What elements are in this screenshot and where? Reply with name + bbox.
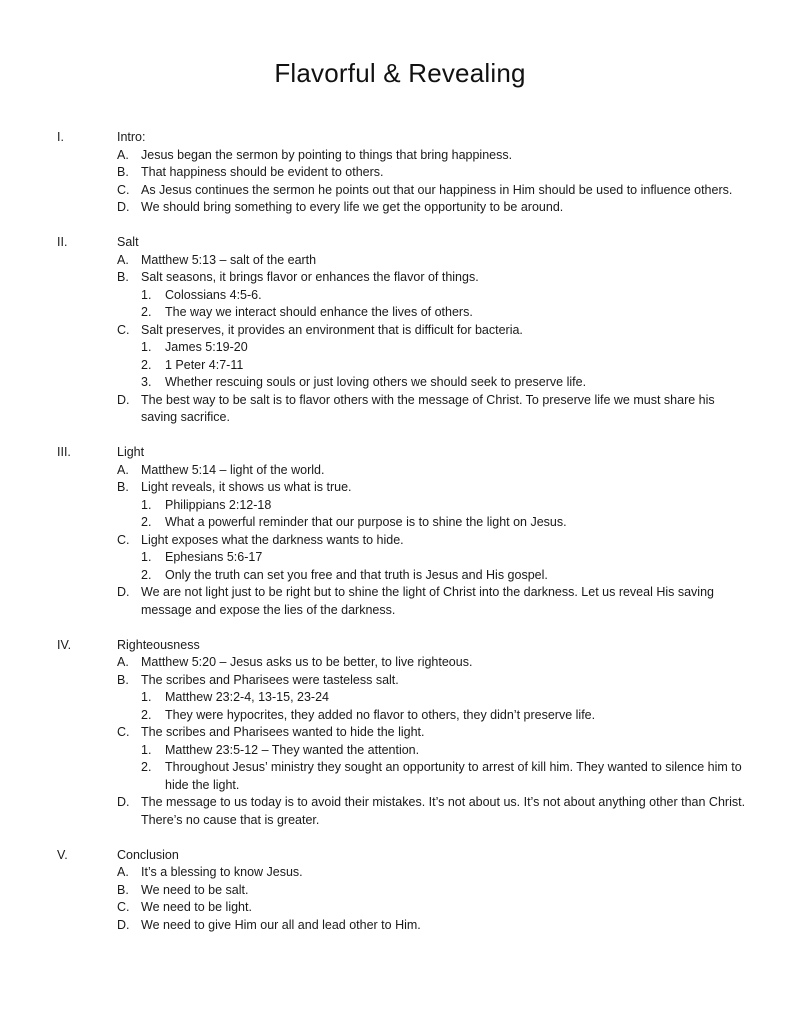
- section-numeral: I.: [57, 130, 64, 144]
- outline-subitem: [141, 357, 751, 375]
- item-text: We need to be light.: [141, 900, 252, 914]
- item-text: The best way to be salt is to flavor others with the message of Christ. To preserve life we must share his saving sacrifice.: [141, 392, 715, 424]
- subitem-number: 1.: [141, 550, 152, 564]
- outline-item: [117, 672, 751, 690]
- subitem-number: 2.: [141, 515, 152, 529]
- section-numeral: II.: [57, 235, 68, 249]
- outline-section: [0, 444, 800, 619]
- outline-subitem: [141, 514, 751, 532]
- outline-item: [117, 164, 751, 182]
- subitem-number: 2.: [141, 760, 152, 774]
- item-letter: C.: [117, 182, 130, 197]
- subitem-number: 2.: [141, 305, 152, 319]
- item-letter: B.: [117, 480, 129, 494]
- subitem-number: 1.: [141, 287, 152, 302]
- item-text: The message to us today is to avoid their mistakes. It’s not about us. It’s not about anything other than Christ. There’s no cause that is greater.: [141, 795, 746, 827]
- subitem-number: 1.: [141, 497, 152, 512]
- item-text: We should bring something to every life we get the opportunity to be around.: [141, 200, 564, 214]
- outline-subitem: [141, 707, 751, 725]
- subitem-text: Matthew 23:2-4, 13-15, 23-24: [165, 690, 329, 704]
- outline-subitem: [141, 567, 751, 585]
- item-letter: D.: [117, 917, 130, 932]
- item-text: Salt preserves, it provides an environment that is difficult for bacteria.: [141, 322, 523, 337]
- item-text: Jesus began the sermon by pointing to things that bring happiness.: [141, 147, 513, 162]
- section-heading: Salt: [117, 235, 139, 249]
- outline-item: [117, 794, 751, 829]
- outline-item: [117, 252, 751, 270]
- outline-item: [117, 917, 751, 935]
- item-text: As Jesus continues the sermon he points out that our happiness in Him should be used to influence others.: [141, 182, 733, 197]
- item-letter: A.: [117, 655, 129, 669]
- outline-item: [117, 899, 751, 917]
- subitem-text: Matthew 23:5-12 – They wanted the attention.: [165, 742, 420, 757]
- subitem-number: 3.: [141, 375, 152, 389]
- item-letter: D.: [117, 795, 130, 809]
- outline-item: [117, 182, 751, 200]
- item-text: We are not light just to be right but to shine the light of Christ into the darkness. Let us reveal His saving message and expose the lies of the darkness.: [141, 585, 714, 617]
- subitem-number: 2.: [141, 567, 152, 582]
- subitem-text: They were hypocrites, they added no flavor to others, they didn’t preserve life.: [165, 707, 596, 722]
- section-numeral: III.: [57, 445, 71, 459]
- subitem-text: Whether rescuing souls or just loving others we should seek to preserve life.: [165, 375, 587, 389]
- section-heading: Intro:: [117, 130, 146, 144]
- outline-item: [117, 392, 751, 427]
- item-text: Matthew 5:13 – salt of the earth: [141, 252, 317, 267]
- outline-item: [117, 654, 751, 672]
- item-text: Salt seasons, it brings flavor or enhances the flavor of things.: [141, 270, 479, 284]
- item-text: We need to give Him our all and lead other to Him.: [141, 917, 421, 932]
- item-letter: A.: [117, 252, 129, 267]
- subitem-text: The way we interact should enhance the lives of others.: [165, 305, 473, 319]
- item-text: The scribes and Pharisees were tasteless salt.: [141, 672, 399, 687]
- sermon-outline: [0, 129, 800, 952]
- outline-item: [117, 462, 751, 480]
- outline-section: [0, 847, 800, 935]
- outline-subitem: [141, 742, 751, 760]
- outline-section: [0, 637, 800, 830]
- subitem-number: 1.: [141, 742, 152, 757]
- item-letter: B.: [117, 882, 129, 897]
- item-text: It’s a blessing to know Jesus.: [141, 865, 303, 879]
- item-text: Light exposes what the darkness wants to hide.: [141, 532, 404, 547]
- outline-subitem: [141, 339, 751, 357]
- section-numeral: V.: [57, 847, 68, 862]
- outline-section: [0, 129, 800, 217]
- outline-section: [0, 234, 800, 427]
- item-letter: A.: [117, 865, 129, 879]
- outline-item: [117, 724, 751, 742]
- subitem-number: 2.: [141, 357, 152, 372]
- outline-item: [117, 147, 751, 165]
- outline-item: [117, 479, 751, 497]
- item-letter: D.: [117, 200, 130, 214]
- outline-subitem: [141, 287, 751, 305]
- outline-item: [117, 532, 751, 550]
- item-letter: A.: [117, 147, 129, 162]
- outline-item: [117, 269, 751, 287]
- item-text: Matthew 5:14 – light of the world.: [141, 462, 325, 477]
- outline-item: [117, 584, 751, 619]
- outline-subitem: [141, 549, 751, 567]
- item-letter: A.: [117, 462, 129, 477]
- subitem-text: Ephesians 5:6-17: [165, 550, 263, 564]
- item-letter: C.: [117, 725, 130, 739]
- subitem-text: Philippians 2:12-18: [165, 497, 272, 512]
- subitem-text: James 5:19-20: [165, 340, 248, 354]
- item-letter: C.: [117, 532, 130, 547]
- subitem-text: Colossians 4:5-6.: [165, 287, 262, 302]
- item-letter: D.: [117, 392, 130, 407]
- outline-item: [117, 322, 751, 340]
- outline-item: [117, 864, 751, 882]
- outline-subitem: [141, 374, 751, 392]
- outline-subitem: [141, 759, 751, 794]
- item-text: The scribes and Pharisees wanted to hide the light.: [141, 725, 425, 739]
- item-letter: C.: [117, 322, 130, 337]
- section-heading: Light: [117, 445, 145, 459]
- outline-item: [117, 882, 751, 900]
- item-text: That happiness should be evident to others.: [141, 165, 384, 179]
- document-title: Flavorful & Revealing: [274, 58, 526, 89]
- outline-subitem: [141, 497, 751, 515]
- item-text: Matthew 5:20 – Jesus asks us to be better, to live righteous.: [141, 655, 473, 669]
- section-heading: Righteousness: [117, 637, 200, 652]
- item-letter: C.: [117, 900, 130, 914]
- outline-item: [117, 199, 751, 217]
- section-heading: Conclusion: [117, 847, 179, 862]
- subitem-text: 1 Peter 4:7-11: [165, 357, 244, 372]
- outline-subitem: [141, 689, 751, 707]
- item-text: Light reveals, it shows us what is true.: [141, 480, 352, 494]
- item-letter: B.: [117, 165, 129, 179]
- section-numeral: IV.: [57, 637, 72, 652]
- outline-subitem: [141, 304, 751, 322]
- item-letter: B.: [117, 270, 129, 284]
- subitem-number: 2.: [141, 707, 152, 722]
- subitem-number: 1.: [141, 690, 152, 704]
- subitem-text: Throughout Jesus’ ministry they sought an opportunity to arrest of kill him. They wanted to silence him to hide the light.: [165, 760, 742, 792]
- subitem-text: Only the truth can set you free and that truth is Jesus and His gospel.: [165, 567, 548, 582]
- item-letter: D.: [117, 585, 130, 599]
- item-text: We need to be salt.: [141, 882, 249, 897]
- subitem-text: What a powerful reminder that our purpose is to shine the light on Jesus.: [165, 515, 567, 529]
- subitem-number: 1.: [141, 340, 152, 354]
- item-letter: B.: [117, 672, 129, 687]
